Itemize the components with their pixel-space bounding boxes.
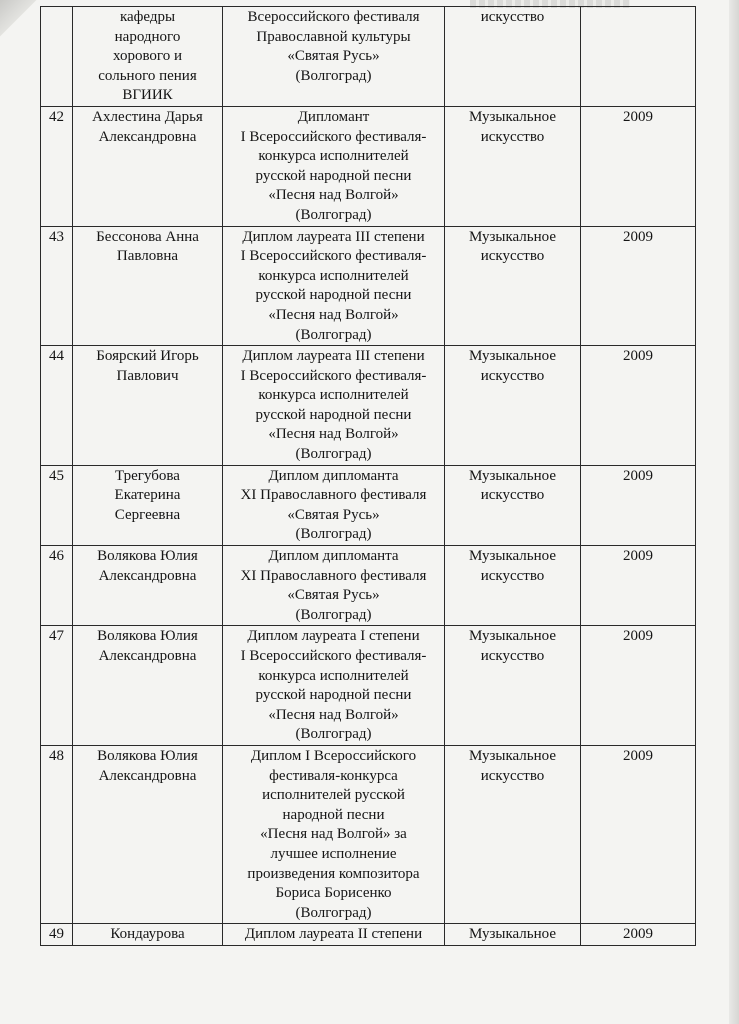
award-year: 2009	[581, 626, 696, 746]
field-of-art: Музыкальное искусство	[445, 626, 581, 746]
participant-name: Трегубова Екатерина Сергеевна	[73, 465, 223, 545]
award-description: Диплом лауреата III степени I Всероссийского фестиваля- конкурса исполнителей русской народной песни «Песня над Волгой» (Волгоград)	[223, 226, 445, 346]
participant-name: Волякова Юлия Александровна	[73, 626, 223, 746]
field-of-art: Музыкальное	[445, 924, 581, 946]
row-number: 49	[41, 924, 73, 946]
awards-table	[40, 6, 696, 946]
award-description: Диплом I Всероссийского фестиваля-конкурса исполнителей русской народной песни «Песня над Волгой» за лучшее исполнение произведения композитора Бориса Борисенко (Волгоград)	[223, 745, 445, 923]
field-of-art: искусство	[445, 7, 581, 107]
award-year	[581, 7, 696, 107]
table-row	[41, 346, 696, 466]
award-description: Диплом дипломанта XI Православного фестиваля «Святая Русь» (Волгоград)	[223, 546, 445, 626]
table-row	[41, 226, 696, 346]
participant-name: Волякова Юлия Александровна	[73, 546, 223, 626]
participant-name: Боярский Игорь Павлович	[73, 346, 223, 466]
award-year: 2009	[581, 226, 696, 346]
row-number: 43	[41, 226, 73, 346]
award-description: Дипломант I Всероссийского фестиваля- конкурса исполнителей русской народной песни «Песня над Волгой» (Волгоград)	[223, 106, 445, 226]
table-row	[41, 745, 696, 923]
award-year: 2009	[581, 924, 696, 946]
award-description: Всероссийского фестиваля Православной культуры «Святая Русь» (Волгоград)	[223, 7, 445, 107]
row-number: 44	[41, 346, 73, 466]
row-number: 48	[41, 745, 73, 923]
award-year: 2009	[581, 745, 696, 923]
award-description: Диплом дипломанта XI Православного фестиваля «Святая Русь» (Волгоград)	[223, 465, 445, 545]
participant-name: Волякова Юлия Александровна	[73, 745, 223, 923]
participant-name: кафедры народного хорового и сольного пения ВГИИК	[73, 7, 223, 107]
table-row	[41, 546, 696, 626]
participant-name: Ахлестина Дарья Александровна	[73, 106, 223, 226]
row-number: 47	[41, 626, 73, 746]
table-row	[41, 924, 696, 946]
award-year: 2009	[581, 106, 696, 226]
page-edge-shadow	[729, 0, 739, 1024]
award-year: 2009	[581, 346, 696, 466]
participant-name: Бессонова Анна Павловна	[73, 226, 223, 346]
award-description: Диплом лауреата I степени I Всероссийского фестиваля- конкурса исполнителей русской народной песни «Песня над Волгой» (Волгоград)	[223, 626, 445, 746]
field-of-art: Музыкальное искусство	[445, 465, 581, 545]
page-corner-fold	[0, 0, 40, 40]
field-of-art: Музыкальное искусство	[445, 346, 581, 466]
field-of-art: Музыкальное искусство	[445, 546, 581, 626]
row-number: 45	[41, 465, 73, 545]
field-of-art: Музыкальное искусство	[445, 226, 581, 346]
table-row	[41, 465, 696, 545]
participant-name: Кондаурова	[73, 924, 223, 946]
table-row	[41, 106, 696, 226]
row-number	[41, 7, 73, 107]
field-of-art: Музыкальное искусство	[445, 106, 581, 226]
row-number: 42	[41, 106, 73, 226]
award-description: Диплом лауреата III степени I Всероссийского фестиваля- конкурса исполнителей русской народной песни «Песня над Волгой» (Волгоград)	[223, 346, 445, 466]
field-of-art: Музыкальное искусство	[445, 745, 581, 923]
row-number: 46	[41, 546, 73, 626]
award-description: Диплом лауреата II степени	[223, 924, 445, 946]
award-year: 2009	[581, 546, 696, 626]
table-row	[41, 7, 696, 107]
award-year: 2009	[581, 465, 696, 545]
table-row	[41, 626, 696, 746]
